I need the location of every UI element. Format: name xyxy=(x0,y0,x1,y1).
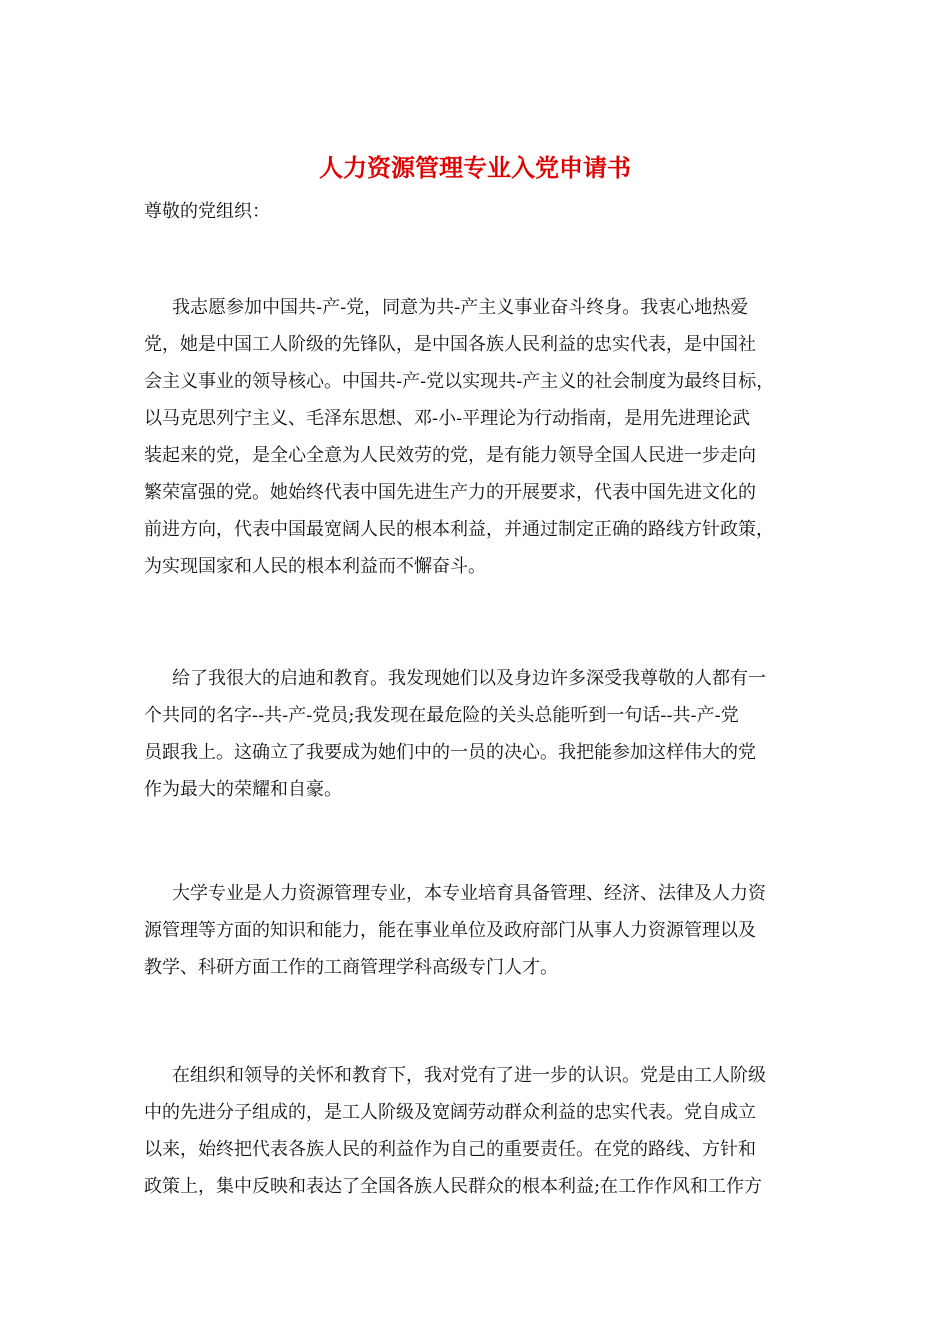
salutation: 尊敬的党组织： xyxy=(144,201,270,222)
paragraph-1-line: 会主义事业的领导核心。中国共-产-党以实现共-产主义的社会制度为最终目标， xyxy=(144,371,775,392)
paragraph-3-line: 教学、科研方面工作的工商管理学科高级专门人才。 xyxy=(144,957,558,978)
paragraph-4-line: 政策上，集中反映和表达了全国各族人民群众的根本利益;在工作作风和工作方 xyxy=(144,1176,763,1197)
paragraph-1-line: 为实现国家和人民的根本利益而不懈奋斗。 xyxy=(144,556,486,577)
paragraph-1-line: 繁荣富强的党。她始终代表中国先进生产力的开展要求，代表中国先进文化的 xyxy=(144,482,756,503)
paragraph-1-line: 以马克思列宁主义、毛泽东思想、邓-小-平理论为行动指南，是用先进理论武 xyxy=(144,408,751,429)
paragraph-4-line: 以来，始终把代表各族人民的利益作为自己的重要责任。在党的路线、方针和 xyxy=(144,1139,756,1160)
document-title: 人力资源管理专业入党申请书 xyxy=(319,153,631,182)
paragraph-1-line: 装起来的党，是全心全意为人民效劳的党，是有能力领导全国人民进一步走向 xyxy=(144,445,756,466)
paragraph-1-line: 党，她是中国工人阶级的先锋队，是中国各族人民利益的忠实代表，是中国社 xyxy=(144,334,756,355)
paragraph-2-line: 作为最大的荣耀和自豪。 xyxy=(144,779,342,800)
paragraph-2-line: 员跟我上。这确立了我要成为她们中的一员的决心。我把能参加这样伟大的党 xyxy=(144,742,756,763)
paragraph-1-line: 我志愿参加中国共-产-党，同意为共-产主义事业奋斗终身。我衷心地热爱 xyxy=(172,297,749,318)
paragraph-3-line: 大学专业是人力资源管理专业，本专业培育具备管理、经济、法律及人力资 xyxy=(172,883,766,904)
paragraph-1-line: 前进方向，代表中国最宽阔人民的根本利益，并通过制定正确的路线方针政策， xyxy=(144,519,774,540)
paragraph-2-line: 个共同的名字--共-产-党员;我发现在最危险的关头总能听到一句话--共-产-党 xyxy=(144,705,739,726)
paragraph-4-line: 中的先进分子组成的，是工人阶级及宽阔劳动群众利益的忠实代表。党自成立 xyxy=(144,1102,756,1123)
paragraph-4-line: 在组织和领导的关怀和教育下，我对党有了进一步的认识。党是由工人阶级 xyxy=(172,1065,766,1086)
paragraph-2-line: 给了我很大的启迪和教育。我发现她们以及身边许多深受我尊敬的人都有一 xyxy=(172,668,766,689)
paragraph-3-line: 源管理等方面的知识和能力，能在事业单位及政府部门从事人力资源管理以及 xyxy=(144,920,756,941)
